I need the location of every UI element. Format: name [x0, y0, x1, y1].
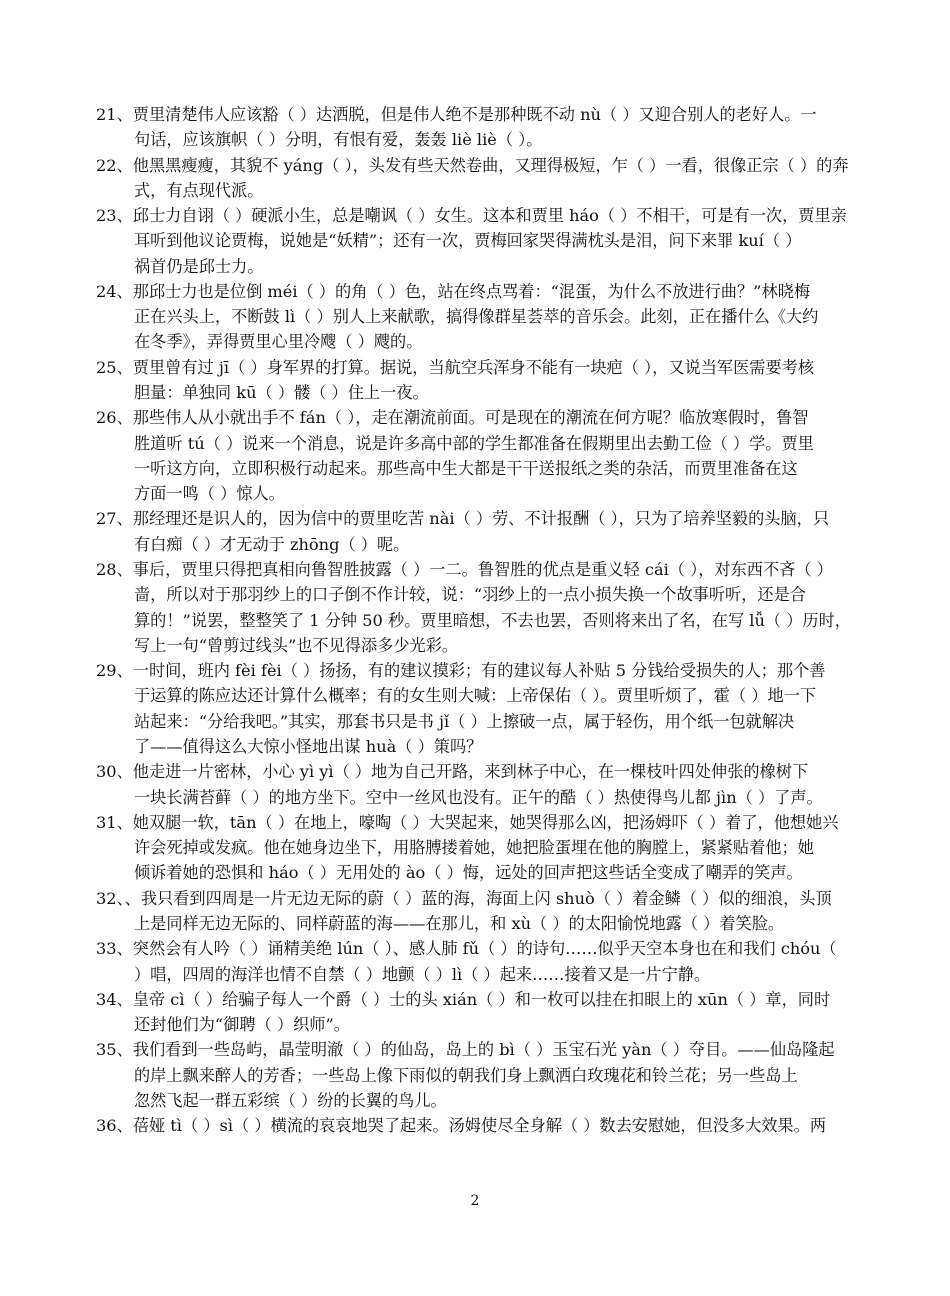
question-line: 一听这方向，立即积极行动起来。那些高中生大都是干干送报纸之类的杂活，而贾里准备在这 [134, 458, 798, 478]
question-first-line: 26、那些伟人从小就出手不 fán（ ），走在潮流前面。可是现在的潮流在何方呢？临放寒假时，鲁智 [96, 408, 809, 428]
question-line: 算的！”说罢，整整笑了 1 分钟 50 秒。贾里暗想，不去也罢，否则将来出了名，在写 lǚ（ ）历时， [134, 610, 851, 630]
question-line: 祸首仍是邱士力。 [134, 256, 264, 276]
page-number: 2 [470, 1193, 480, 1209]
question-item [96, 102, 866, 153]
question-first-line: 31、她双腿一软，tān（ ）在地上，嚎啕（ ）大哭起来，她哭得那么凶，把汤姆吓（ ）着了，他想她兴 [96, 812, 839, 832]
question-first-line: 28、事后，贾里只得把真相向鲁智胜披露（ ）一二。鲁智胜的优点是重义轻 cái（ ），对东西不吝（ ） [96, 560, 833, 580]
question-line: ）唱，四周的海洋也情不自禁（ ）地颤（ ）lì（ ）起来……接着又是一片宁静。 [134, 964, 711, 984]
question-line: 胜道听 tú（ ）说来一个消息，说是许多高中部的学生都准备在假期里出去勤工俭（ ）学。贾里 [134, 433, 814, 453]
question-line: 正在兴头上，不断鼓 lì（ ）别人上来献歌，搞得像群星荟萃的音乐会。此刻，正在播什么《大约 [134, 307, 819, 327]
question-first-line: 23、邱士力自诩（ ）硬派小生，总是嘲讽（ ）女生。这本和贾里 háo（ ）不相干，可是有一次，贾里亲 [96, 206, 847, 226]
question-line: 句话，应该旗帜（ ）分明，有恨有爱，轰轰 liè liè（ ）。 [134, 130, 543, 150]
question-item [96, 279, 866, 355]
question-line: 于运算的陈应达还计算什么概率；有的女生则大喊：上帝保佑（ ）。贾里听烦了，霍（ ）地一下 [134, 686, 817, 706]
question-item [96, 810, 866, 886]
question-item [96, 759, 866, 810]
question-first-line: 32、、我只看到四周是一片无边无际的蔚（ ）蓝的海，海面上闪 shuò（ ）着金鳞（ ）似的细浪，头顶 [96, 888, 832, 908]
question-item [96, 203, 866, 279]
question-line: 许会死掉或发疯。他在她身边坐下，用胳膊搂着她，她把脸蛋埋在他的胸膛上，紧紧贴着他；她 [134, 838, 814, 858]
question-first-line: 30、他走进一片密林，小心 yì yì（ ）地为自己开路，来到林子中心，在一棵枝叶四处伸张的橡树下 [96, 762, 809, 782]
question-first-line: 33、突然会有人吟（ ）诵精美绝 lún（ ）、感人肺 fǔ（ ）的诗句……似乎天空本身也在和我们 chóu（ [96, 939, 837, 959]
question-line: 写上一句“曾剪过线头”也不见得添多少光彩。 [134, 635, 459, 655]
question-item [96, 153, 866, 204]
question-first-line: 27、那经理还是识人的，因为信中的贾里吃苦 nài（ ）劳、不计报酬（ ），只为了培养坚毅的头脑，只 [96, 509, 830, 529]
question-line: 还封他们为“御聘（ ）织师”。 [134, 1015, 350, 1035]
question-line: 了——值得这么大惊小怪地出谋 huà（ ）策吗？ [134, 736, 483, 756]
question-first-line: 36、蓓娅 tì（ ）sì（ ）横流的哀哀地哭了起来。汤姆使尽全身解（ ）数去安慰她，但没多大效果。两 [96, 1116, 827, 1136]
question-line: 在冬季》，弄得贾里心里冷飕（ ）飕的。 [134, 332, 423, 352]
question-item [96, 987, 866, 1038]
question-line: 的岸上飘来醉人的芳香；一些岛上像下雨似的朝我们身上飘洒白玫瑰花和铃兰花；另一些岛上 [134, 1065, 798, 1085]
question-item [96, 1037, 866, 1113]
question-line: 耳听到他议论贾梅，说她是“妖精”；还有一次，贾梅回家哭得满枕头是泪，问下来罪 kuí（ ） [134, 231, 802, 251]
question-line: 啬，所以对于那羽纱上的口子倒不作计较，说：“羽纱上的一点小损失换一个故事听听，还是合 [134, 585, 806, 605]
question-first-line: 29、一时间，班内 fèi fèi（ ）扬扬，有的建议摸彩；有的建议每人补贴 5 分钱给受损失的人；那个善 [96, 661, 826, 681]
question-line: 倾诉着她的恐惧和 háo（ ）无用处的 ào（ ）悔，远处的回声把这些话全变成了嘲弄的笑声。 [134, 863, 803, 883]
question-first-line: 21、贾里清楚伟人应该豁（ ）达洒脱，但是伟人绝不是那种既不动 nù（ ）又迎合别人的老好人。一 [96, 105, 817, 124]
question-item [96, 405, 866, 506]
question-item [96, 658, 866, 759]
question-item [96, 557, 866, 658]
question-item [96, 886, 866, 937]
question-line: 一块长满苔藓（ ）的地方坐下。空中一丝风也没有。正午的酷（ ）热使得鸟儿都 jìn（ ）了声。 [134, 787, 823, 807]
question-first-line: 24、那邱士力也是位倒 méi（ ）的角（ ）色，站在终点骂着：“混蛋，为什么不放进行曲？”林晓梅 [96, 281, 811, 301]
question-line: 上是同样无边无际的、同样蔚蓝的海——在那儿，和 xù（ ）的太阳愉悦地露（ ）着笑脸。 [134, 913, 785, 933]
question-first-line: 34、皇帝 cì（ ）给骗子每人一个爵（ ）士的头 xián（ ）和一枚可以挂在扣眼上的 xūn（ ）章，同时 [96, 989, 831, 1009]
question-first-line: 22、他黑黑瘦瘦，其貌不 yáng（ ），头发有些天然卷曲，又理得极短，乍（ ）一看，很像正宗（ ）的奔 [96, 155, 849, 175]
question-line: 站起来：“分给我吧。”其实，那套书只是书 jǐ（ ）上擦破一点，属于轻伤，用个纸一包就解决 [134, 711, 795, 731]
question-line: 忽然飞起一群五彩缤（ ）纷的长翼的鸟儿。 [134, 1090, 447, 1110]
question-item [96, 936, 866, 987]
question-item [96, 1113, 866, 1138]
question-line: 有白痴（ ）才无动于 zhōng（ ）呢。 [134, 534, 410, 554]
question-first-line: 25、贾里曾有过 jī（ ）身军界的打算。据说，当航空兵浑身不能有一块疤（ ），又说当军医需要考核 [96, 357, 815, 377]
question-line: 方面一鸣（ ）惊人。 [134, 484, 285, 504]
question-line: 式，有点现代派。 [134, 180, 264, 200]
question-item [96, 506, 866, 557]
question-first-line: 35、我们看到一些岛屿，晶莹明澈（ ）的仙岛，岛上的 bì（ ）玉宝石光 yàn（ ）夺目。——仙岛隆起 [96, 1040, 835, 1060]
question-item [96, 355, 866, 406]
question-line: 胆量：单独同 kū（ ）髅（ ）住上一夜。 [134, 383, 429, 403]
